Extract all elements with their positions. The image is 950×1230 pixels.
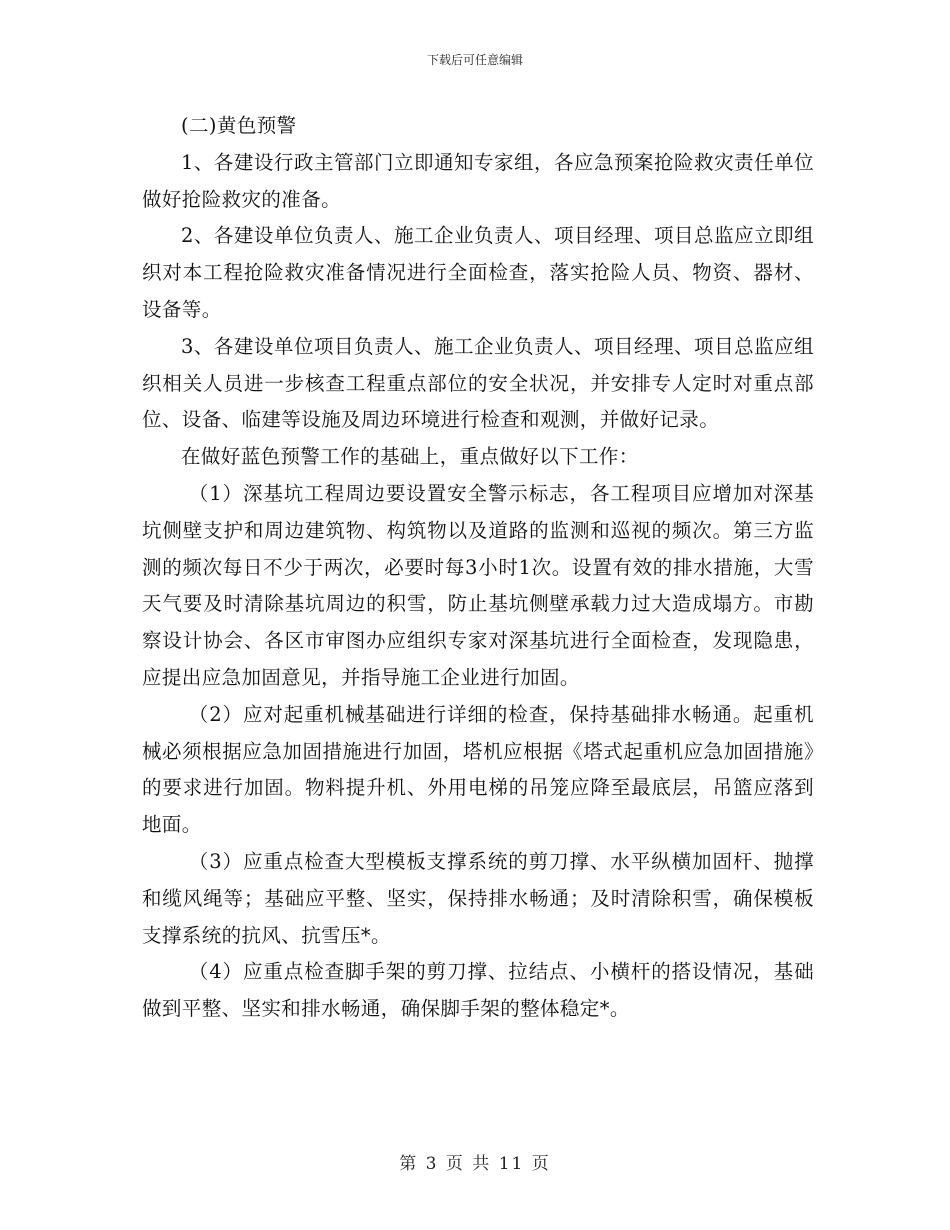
page-header: 下载后可任意编辑 bbox=[426, 53, 523, 67]
paragraph-intro: 在做好蓝色预警工作的基础上，重点做好以下工作： bbox=[181, 445, 639, 469]
paragraph-sub-2: （2）应对起重机械基础进行详细的检查，保持基础排水畅通。起重机械必须根据应急加固措施进行加固，塔机应根据《塔式起重机应急加固措施》的要求进行加固。物料提升机、外用电梯的吊笼应降至最底层，吊篮应落到地面。 bbox=[142, 702, 814, 837]
document-body bbox=[142, 108, 814, 1028]
paragraph-item-2: 2、各建设单位负责人、施工企业负责人、项目经理、项目总监应立即组织对本工程抢险救灾准备情况进行全面检查，落实抢险人员、物资、器材、设备等。 bbox=[142, 224, 814, 321]
paragraph-item-3: 3、各建设单位项目负责人、施工企业负责人、项目经理、项目总监应组织相关人员进一步核查工程重点部位的安全状况，并安排专人定时对重点部位、设备、临建等设施及周边环境进行检查和观测，并做好记录。 bbox=[142, 334, 814, 432]
section-heading-yellow-warning: (二)黄色预警 bbox=[181, 114, 297, 137]
paragraph-sub-4: （4）应重点检查脚手架的剪刀撑、拉结点、小横杆的搭设情况，基础做到平整、坚实和排水畅通，确保脚手架的整体稳定*。 bbox=[142, 960, 814, 1021]
paragraph-sub-3: （3）应重点检查大型模板支撑系统的剪刀撑、水平纵横加固杆、抛撑和缆风绳等；基础应平整、坚实，保持排水畅通；及时清除积雪，确保模板支撑系统的抗风、抗雪压*。 bbox=[142, 849, 814, 947]
paragraph-item-1: 1、各建设行政主管部门立即通知专家组，各应急预案抢险救灾责任单位做好抢险救灾的准备。 bbox=[142, 150, 814, 211]
paragraph-sub-1: （1）深基坑工程周边要设置安全警示标志，各工程项目应增加对深基坑侧壁支护和周边建筑物、构筑物以及道路的监测和巡视的频次。第三方监测的频次每日不少于两次，必要时每3小时1次。设置有效的排水措施，大雪天气要及时清除基坑周边的积雪，防止基坑侧壁承载力过大造成塌方。市勘察设计协会、各区市审图办应组织专家对深基坑进行全面检查，发现隐患，应提出应急加固意见，并指导施工企业进行加固。 bbox=[142, 481, 814, 689]
page-footer: 第 3 页 共 11 页 bbox=[399, 1154, 551, 1174]
